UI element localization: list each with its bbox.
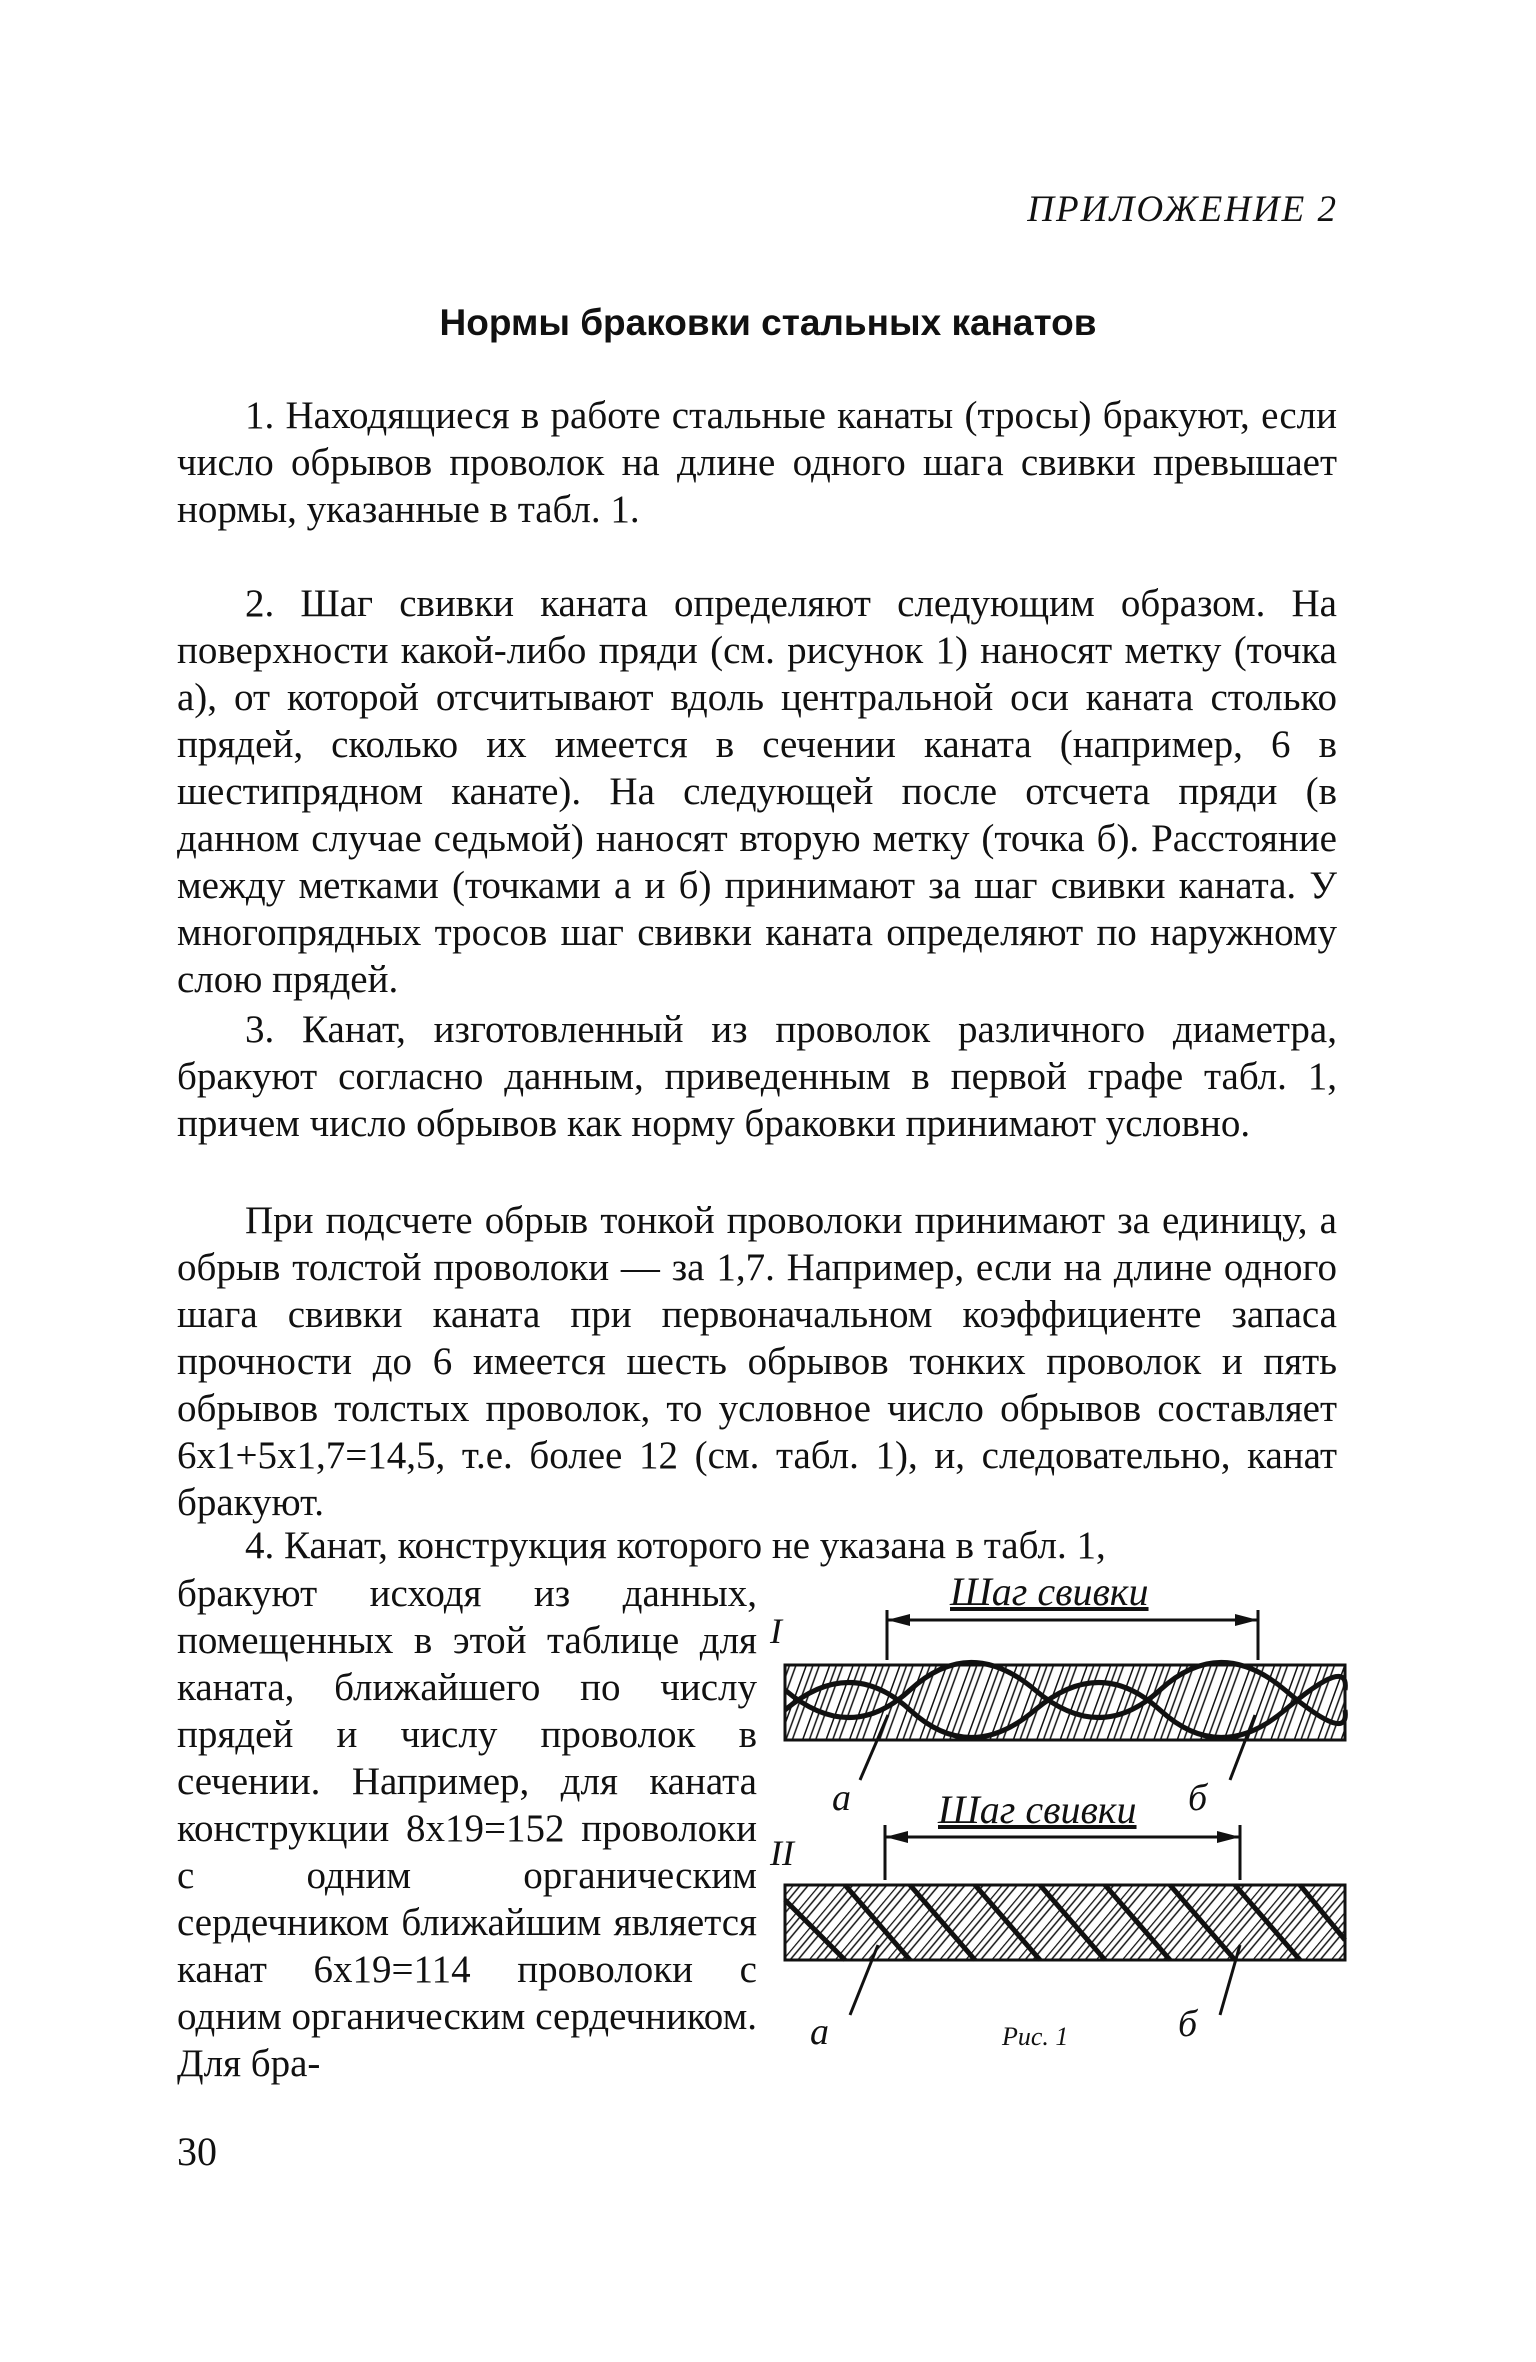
rope-2-body [785, 1885, 1345, 1960]
rope-lay-figure [770, 1570, 1360, 2090]
paragraph-4 [177, 1197, 1337, 1526]
paragraph-1-text: 1. Находящиеся в работе стальные канаты (тросы) бракуют, если число обрывов проволок на длине одного шага свивки превышает нормы, указанные в табл. 1. [177, 394, 1337, 531]
paragraph-3-text: 3. Канат, изготовленный из проволок различного диаметра, бракуют согласно данным, приведенным в первой графе табл. 1, причем число обрывов как норму браковки принимают условно. [177, 1008, 1337, 1145]
rope-2-arrow-right [1217, 1831, 1240, 1843]
paragraph-4-text: При подсчете обрыв тонкой проволоки принимают за единицу, а обрыв толстой проволоки — за 1,7. Например, если на длине одного шага свивки каната при первоначальном коэффициенте запаса прочности до 6 имеется шесть обрывов тонких проволок и пять обрывов толстых проволок, то условное число обрывов составляет 6x1+5x1,7=14,5, т.е. более 12 (см. табл. 1), и, следовательно, канат бракуют. [177, 1199, 1337, 1524]
paragraph-5 [177, 1522, 1337, 1569]
appendix-label: ПРИЛОЖЕНИЕ 2 [1027, 189, 1338, 230]
rope-2-arrow-left [885, 1831, 908, 1843]
rope-2-point-b: б [1178, 2003, 1198, 2045]
rope-1-arrow-left [887, 1614, 910, 1626]
page-number: 30 [177, 2129, 217, 2174]
rope-2 [785, 1825, 1345, 2015]
rope-1-step-label: Шаг свивки [950, 1569, 1149, 1614]
paragraph-5-text: 4. Канат, конструкция которого не указана в табл. 1, [245, 1524, 1106, 1567]
rope-2-point-a: а [810, 2011, 829, 2053]
figure-caption: Рис. 1 [1002, 2022, 1069, 2051]
paragraph-2-text: 2. Шаг свивки каната определяют следующим образом. На поверхности какой-либо пряди (см. рисунок 1) наносят метку (точка а), от которой отсчитывают вдоль центральной оси каната столько прядей, сколько их имеется в сечении каната (например, 6 в шестипрядном канате). На следующей после отсчета пряди (в данном случае седьмой) наносят вторую метку (точка б). Расстояние между метками (точками а и б) принимают за шаг свивки каната. У многопрядных тросов шаг свивки каната определяют по наружному слою прядей. [177, 582, 1337, 1001]
section-title: Нормы браковки стальных канатов [439, 302, 1097, 343]
paragraph-5-continuation: бракуют исходя из данных, помещенных в этой таблице для каната, ближайшего по числу прядей и числу проволок в сечении. Например, для каната конструкции 8x19=152 проволоки с одним органическим сердечником ближайшим является канат 6x19=114 проволоки с одним органическим сердечником. Для бра- [177, 1572, 757, 2085]
rope-1 [785, 1610, 1345, 1780]
rope-2-label: II [770, 1833, 794, 1873]
rope-1-arrow-right [1235, 1614, 1258, 1626]
rope-2-step-label: Шаг свивки [938, 1787, 1137, 1832]
rope-1-label: I [770, 1611, 782, 1651]
paragraph-3 [177, 1006, 1337, 1147]
paragraph-2 [177, 580, 1337, 1003]
rope-1-point-a: а [832, 1777, 851, 1819]
rope-1-point-b: б [1188, 1777, 1208, 1819]
paragraph-1 [177, 392, 1337, 533]
